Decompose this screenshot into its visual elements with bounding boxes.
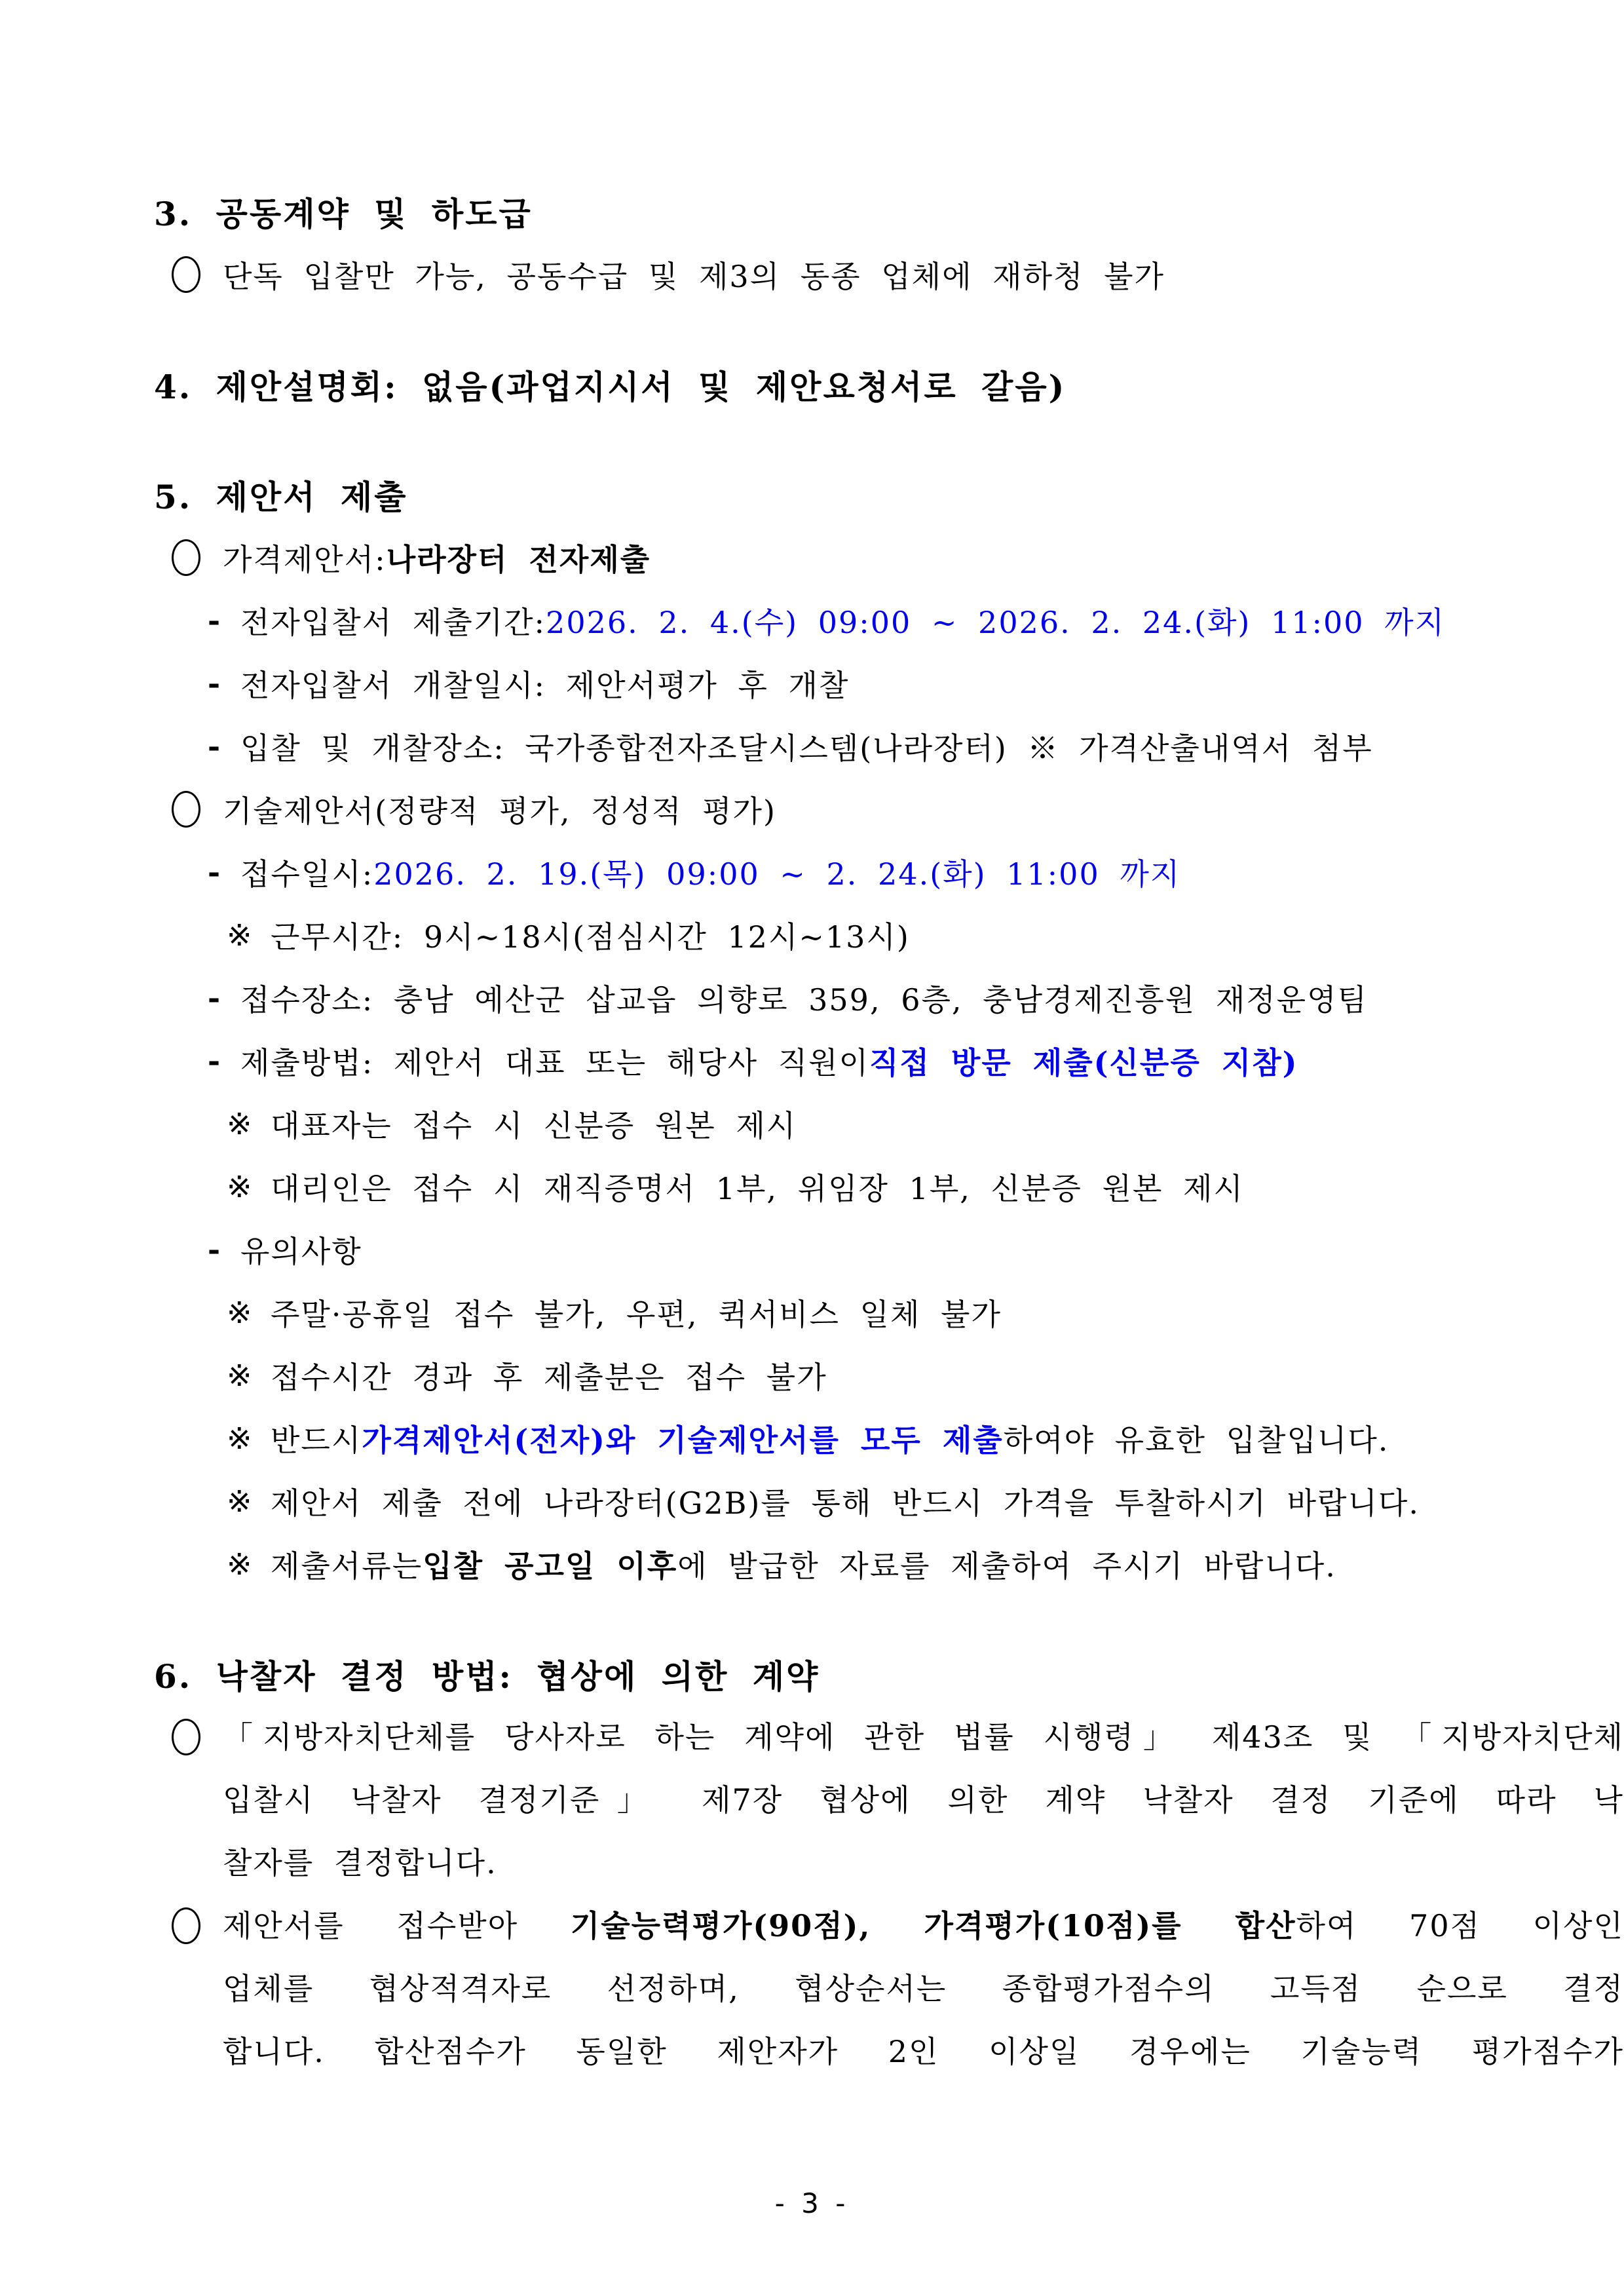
reference-mark-icon: ※: [227, 1169, 252, 1204]
marker-column: [208, 1218, 240, 1281]
text-line: [223, 1894, 1624, 1957]
bold-text: 기술능력평가(90점), 가격평가(10점)를 합산: [570, 1908, 1296, 1943]
text-line: [223, 1957, 1624, 2020]
bullet-item: [172, 1706, 1624, 1894]
text-line: [223, 778, 1624, 841]
body-text: 근무시간: 9시~18시(점심시간 12시~13시): [271, 919, 910, 955]
body-text: 제출서류는: [271, 1548, 423, 1584]
marker-column: [208, 966, 240, 1029]
page-number: - 3 -: [774, 2187, 850, 2219]
body-text: 제안서를 접수받아: [223, 1908, 571, 1943]
section-heading-row: [0, 463, 1624, 526]
marker-column: [227, 1281, 271, 1344]
text-line: [240, 1218, 1624, 1281]
item-text: [240, 589, 1624, 652]
marker-column: [227, 1533, 271, 1596]
text-line: [240, 966, 1624, 1029]
bullet-item: [172, 1894, 1624, 2083]
text-line: [223, 2020, 1624, 2083]
marker-column: [208, 589, 240, 652]
item-text: [240, 715, 1624, 778]
marker-column: [227, 904, 271, 966]
note-item: [227, 1155, 1624, 1218]
section-heading-row: [0, 180, 1624, 243]
section-heading: 4. 제안설명회: 없음(과업지시서 및 제안요청서로 갈음): [154, 368, 1067, 406]
marker-column: [227, 1155, 271, 1218]
text-line: [240, 652, 1624, 715]
text-line: [223, 1831, 1624, 1894]
marker-column: [227, 1470, 271, 1533]
bullet-item: [172, 778, 1624, 841]
dash-icon: -: [208, 1232, 221, 1267]
marker-column: [172, 243, 223, 306]
section-5: [0, 463, 1624, 1596]
body-text: 업체를 협상적격자로 선정하며, 협상순서는 종합평가점수의 고득점 순으로 결정: [223, 1971, 1624, 2006]
text-line: [240, 841, 1624, 904]
body-text: 합니다. 합산점수가 동일한 제안자가 2인 이상일 경우에는 기술능력 평가점수가: [223, 2034, 1624, 2069]
section-heading-row: [0, 353, 1624, 416]
dash-icon: -: [208, 1043, 221, 1079]
section-6: [0, 1643, 1624, 2083]
bold-text: 입찰 공고일 이후: [423, 1548, 678, 1584]
circle-icon: [172, 1907, 200, 1944]
item-text: [271, 1092, 1624, 1155]
dash-item: [208, 589, 1624, 652]
body-text: 접수일시:: [240, 856, 374, 892]
text-line: [223, 526, 1624, 589]
dash-item: [208, 1218, 1624, 1281]
item-text: [223, 526, 1624, 589]
body-text: 입찰 및 개찰장소: 국가종합전자조달시스템(나라장터) ※ 가격산출내역서 첨부: [240, 731, 1373, 766]
text-line: [223, 1706, 1624, 1769]
text-line: [271, 1344, 1624, 1407]
reference-mark-icon: ※: [227, 1483, 252, 1519]
marker-column: [208, 841, 240, 904]
body-text: 전자입찰서 제출기간:: [240, 605, 546, 640]
highlighted-text: 2026. 2. 19.(목) 09:00 ~ 2. 24.(화) 11:00 까지: [373, 856, 1181, 892]
reference-mark-icon: ※: [227, 1421, 252, 1456]
item-text: [240, 966, 1624, 1029]
reference-mark-icon: ※: [227, 1358, 252, 1393]
circle-icon: [172, 791, 200, 828]
section-3: [0, 180, 1624, 306]
note-item: [227, 1470, 1624, 1533]
section-heading: 3. 공동계약 및 하도급: [154, 195, 533, 233]
body-text: 제출방법: 제안서 대표 또는 해당사 직원이: [240, 1045, 870, 1081]
body-text: 주말·공휴일 접수 불가, 우편, 퀵서비스 일체 불가: [271, 1297, 1002, 1332]
marker-column: [172, 526, 223, 589]
reference-mark-icon: ※: [227, 1295, 252, 1330]
dash-item: [208, 652, 1624, 715]
item-text: [271, 904, 1624, 966]
marker-column: [227, 1092, 271, 1155]
highlighted-text: 직접 방문 제출(신분증 지참): [869, 1045, 1298, 1081]
section-heading-row: [0, 1643, 1624, 1706]
body-text: 에 발급한 자료를 제출하여 주시기 바랍니다.: [677, 1548, 1336, 1584]
item-text: [271, 1533, 1624, 1596]
text-line: [271, 1155, 1624, 1218]
body-text: 대리인은 접수 시 재직증명서 1부, 위임장 1부, 신분증 원본 제시: [271, 1171, 1244, 1206]
text-line: [240, 715, 1624, 778]
text-line: [271, 1281, 1624, 1344]
body-text: 전자입찰서 개찰일시: 제안서평가 후 개찰: [240, 668, 850, 703]
section-4: [0, 353, 1624, 416]
highlighted-text: 가격제안서(전자)와 기술제안서를 모두 제출: [362, 1423, 1004, 1458]
body-text: 하여 70점 이상인: [1296, 1908, 1624, 1943]
marker-column: [227, 1407, 271, 1470]
reference-mark-icon: ※: [227, 1106, 252, 1141]
marker-column: [208, 715, 240, 778]
text-line: [271, 1533, 1624, 1596]
item-text: [223, 778, 1624, 841]
dash-icon: -: [208, 729, 221, 764]
body-text: 접수장소: 충남 예산군 삽교읍 의향로 359, 6층, 충남경제진흥원 재정운영팀: [240, 982, 1368, 1018]
section-heading: 5. 제안서 제출: [154, 478, 408, 516]
item-text: [240, 1029, 1624, 1092]
dash-item: [208, 1029, 1624, 1092]
item-text: [223, 1706, 1624, 1894]
marker-column: [172, 1894, 223, 1957]
text-line: [271, 1092, 1624, 1155]
body-text: 유의사항: [240, 1234, 362, 1269]
text-line: [271, 904, 1624, 966]
marker-column: [172, 778, 223, 841]
body-text: 반드시: [271, 1423, 362, 1458]
item-text: [271, 1281, 1624, 1344]
marker-column: [227, 1344, 271, 1407]
note-item: [227, 1344, 1624, 1407]
item-text: [240, 652, 1624, 715]
item-text: [240, 1218, 1624, 1281]
item-text: [223, 243, 1624, 306]
body-text: 「지방자치단체를 당사자로 하는 계약에 관한 법률 시행령」 제43조 및 「지방자치단체: [223, 1719, 1624, 1755]
bullet-item: [172, 243, 1624, 306]
marker-column: [172, 1706, 223, 1769]
item-text: [271, 1470, 1624, 1533]
circle-icon: [172, 1719, 200, 1755]
bullet-item: [172, 526, 1624, 589]
highlighted-text: 2026. 2. 4.(수) 09:00 ~ 2026. 2. 24.(화) 11:00 까지: [546, 605, 1446, 640]
body-text: 단독 입찰만 가능, 공동수급 및 제3의 동종 업체에 재하청 불가: [223, 259, 1165, 294]
text-line: [223, 1769, 1624, 1831]
note-item: [227, 904, 1624, 966]
body-text: 접수시간 경과 후 제출분은 접수 불가: [271, 1360, 827, 1395]
dash-icon: -: [208, 603, 221, 638]
item-text: [271, 1155, 1624, 1218]
marker-column: [208, 1029, 240, 1092]
dash-icon: -: [208, 666, 221, 701]
note-item: [227, 1533, 1624, 1596]
dash-item: [208, 841, 1624, 904]
marker-column: [208, 652, 240, 715]
circle-icon: [172, 256, 200, 293]
text-line: [223, 243, 1624, 306]
section-heading: 6. 낙찰자 결정 방법: 협상에 의한 계약: [154, 1657, 820, 1696]
body-text: 대표자는 접수 시 신분증 원본 제시: [271, 1108, 797, 1143]
text-line: [240, 589, 1624, 652]
circle-icon: [172, 539, 200, 576]
item-text: [271, 1407, 1624, 1470]
note-item: [227, 1092, 1624, 1155]
body-text: 가격제안서:: [223, 542, 387, 577]
dash-icon: -: [208, 980, 221, 1016]
text-line: [271, 1470, 1624, 1533]
note-item: [227, 1407, 1624, 1470]
text-line: [271, 1407, 1624, 1470]
dash-item: [208, 715, 1624, 778]
note-item: [227, 1281, 1624, 1344]
body-text: 하여야 유효한 입찰입니다.: [1003, 1423, 1389, 1458]
body-text: 기술제안서(정량적 평가, 정성적 평가): [223, 794, 776, 829]
dash-item: [208, 966, 1624, 1029]
text-line: [240, 1029, 1624, 1092]
reference-mark-icon: ※: [227, 1546, 252, 1582]
item-text: [223, 1894, 1624, 2083]
bold-text: 나라장터 전자제출: [386, 542, 651, 577]
reference-mark-icon: ※: [227, 917, 252, 953]
body-text: 입찰시 낙찰자 결정기준」 제7장 협상에 의한 계약 낙찰자 결정 기준에 따라 낙: [223, 1782, 1624, 1818]
dash-icon: -: [208, 854, 221, 890]
item-text: [271, 1344, 1624, 1407]
body-text: 제안서 제출 전에 나라장터(G2B)를 통해 반드시 가격을 투찰하시기 바랍니다.: [271, 1485, 1420, 1521]
item-text: [240, 841, 1624, 904]
body-text: 찰자를 결정합니다.: [223, 1845, 497, 1881]
